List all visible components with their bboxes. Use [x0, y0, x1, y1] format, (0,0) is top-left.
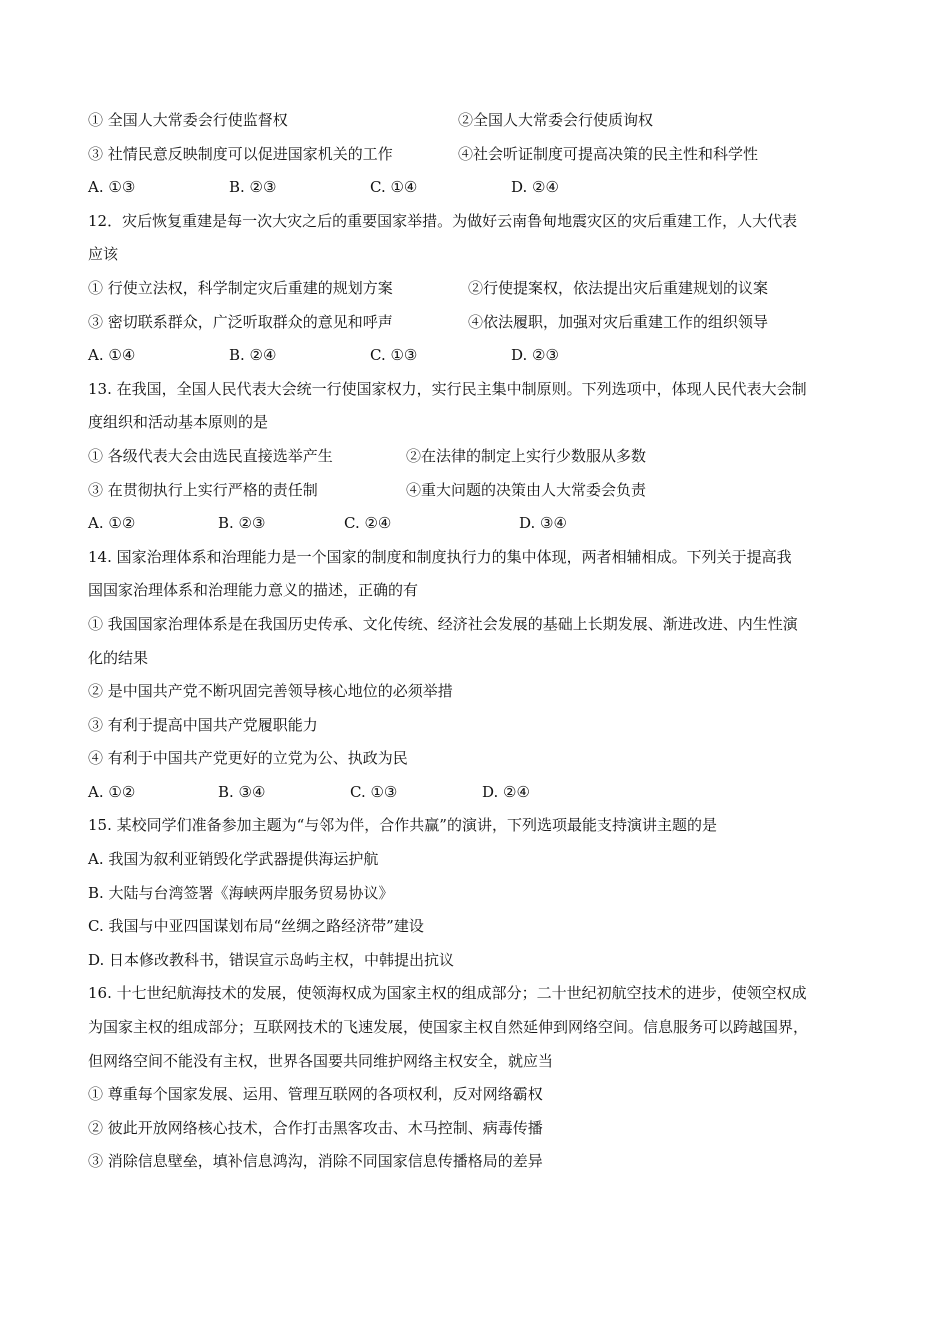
q16-statement-3: ③ 消除信息壁垒，填补信息鸿沟，消除不同国家信息传播格局的差异 [88, 1152, 543, 1171]
q13-statement-2: ②在法律的制定上实行少数服从多数 [406, 446, 647, 465]
q14-options [88, 782, 868, 802]
q13-statement-4: ④重大问题的决策由人大常委会负责 [406, 480, 647, 499]
q13-statement-1: ① 各级代表大会由选民直接选举产生 [88, 446, 333, 465]
q13-stem-line1: 13. 在我国，全国人民代表大会统一行使国家权力，实行民主集中制原则。下列选项中，体现人民代表大会制 [88, 379, 807, 398]
q12-statements-row1 [88, 278, 868, 298]
q13-option-c: C. ②④ [344, 514, 392, 533]
q13-statements-row2 [88, 480, 868, 500]
q11-statements-row2 [88, 144, 868, 164]
q16-statement-2: ② 彼此开放网络核心技术，合作打击黑客攻击、木马控制、病毒传播 [88, 1118, 543, 1137]
q12-option-d: D. ②③ [511, 346, 559, 365]
q14-option-b: B. ③④ [218, 782, 266, 801]
q15-option-d: D. 日本修改教科书，错误宣示岛屿主权，中韩提出抗议 [88, 950, 455, 969]
q14-statement-1-line1: ① 我国国家治理体系是在我国历史传承、文化传统、经济社会发展的基础上长期发展、渐进改进、内生性演 [88, 614, 798, 633]
q15-option-c: C. 我国与中亚四国谋划布局“丝绸之路经济带”建设 [88, 917, 424, 936]
q11-option-d: D. ②④ [511, 178, 559, 197]
q15-option-a: A. 我国为叙利亚销毁化学武器提供海运护航 [88, 850, 379, 869]
q11-statement-3: ③ 社情民意反映制度可以促进国家机关的工作 [88, 144, 393, 163]
q13-option-b: B. ②③ [218, 514, 266, 533]
q11-option-a: A. ①③ [88, 178, 136, 197]
q11-option-c: C. ①④ [370, 178, 418, 197]
q11-statement-2: ②全国人大常委会行使质询权 [458, 111, 654, 129]
q12-option-b: B. ②④ [229, 346, 277, 365]
q14-option-c: C. ①③ [350, 782, 398, 801]
q13-options [88, 513, 868, 533]
q13-statements-row1 [88, 446, 868, 466]
q16-stem-line1: 16. 十七世纪航海技术的发展，使领海权成为国家主权的组成部分；二十世纪初航空技术的进步，使领空权成 [88, 984, 807, 1003]
q16-stem-line3: 但网络空间不能没有主权，世界各国要共同维护网络主权安全，就应当 [88, 1051, 554, 1070]
q11-statement-1: ① 全国人大常委会行使监督权 [88, 111, 288, 129]
q16-stem-line2: 为国家主权的组成部分；互联网技术的飞速发展，使国家主权自然延伸到网络空间。信息服务可以跨越国界， [88, 1018, 809, 1037]
q11-statement-4: ④社会听证制度可提高决策的民主性和科学性 [458, 144, 759, 163]
q13-stem-line2: 度组织和活动基本原则的是 [88, 413, 269, 432]
q12-statement-3: ③ 密切联系群众，广泛听取群众的意见和呼声 [88, 312, 393, 331]
q14-statement-3: ③ 有利于提高中国共产党履职能力 [88, 715, 318, 734]
exam-page [88, 110, 868, 1185]
q11-statements-row1 [88, 110, 868, 130]
q13-option-d: D. ③④ [519, 514, 567, 533]
q12-stem-line1: 12．灾后恢复重建是每一次大灾之后的重要国家举措。为做好云南鲁甸地震灾区的灾后重建工作，人大代表 [88, 211, 798, 230]
q13-option-a: A. ①② [88, 514, 136, 533]
q12-statement-1: ① 行使立法权，科学制定灾后重建的规划方案 [88, 278, 393, 297]
q14-option-a: A. ①② [88, 782, 136, 801]
q16-statement-1: ① 尊重每个国家发展、运用、管理互联网的各项权利，反对网络霸权 [88, 1085, 543, 1104]
q14-stem-line1: 14. 国家治理体系和治理能力是一个国家的制度和制度执行力的集中体现，两者相辅相成。下列关于提高我 [88, 547, 792, 566]
q14-statement-2: ② 是中国共产党不断巩固完善领导核心地位的必须举措 [88, 682, 453, 701]
q12-options [88, 345, 868, 365]
q12-statement-2: ②行使提案权，依法提出灾后重建规划的议案 [468, 278, 769, 297]
q12-stem-line2: 应该 [88, 245, 119, 264]
q14-option-d: D. ②④ [482, 782, 530, 801]
q11-options [88, 177, 868, 197]
q11-option-b: B. ②③ [229, 178, 277, 197]
q12-option-a: A. ①④ [88, 346, 136, 365]
q13-statement-3: ③ 在贯彻执行上实行严格的责任制 [88, 480, 318, 499]
q14-stem-line2: 国国家治理体系和治理能力意义的描述，正确的有 [88, 581, 419, 600]
q15-stem: 15. 某校同学们准备参加主题为“与邻为伴，合作共赢”的演讲，下列选项最能支持演讲主题的是 [88, 816, 717, 835]
q12-statement-4: ④依法履职，加强对灾后重建工作的组织领导 [468, 312, 769, 331]
q12-statements-row2 [88, 312, 868, 332]
q14-statement-1-line2: 化的结果 [88, 648, 149, 667]
q14-statement-4: ④ 有利于中国共产党更好的立党为公、执政为民 [88, 749, 408, 768]
q12-option-c: C. ①③ [370, 346, 418, 365]
q15-option-b: B. 大陆与台湾签署《海峡两岸服务贸易协议》 [88, 883, 394, 902]
